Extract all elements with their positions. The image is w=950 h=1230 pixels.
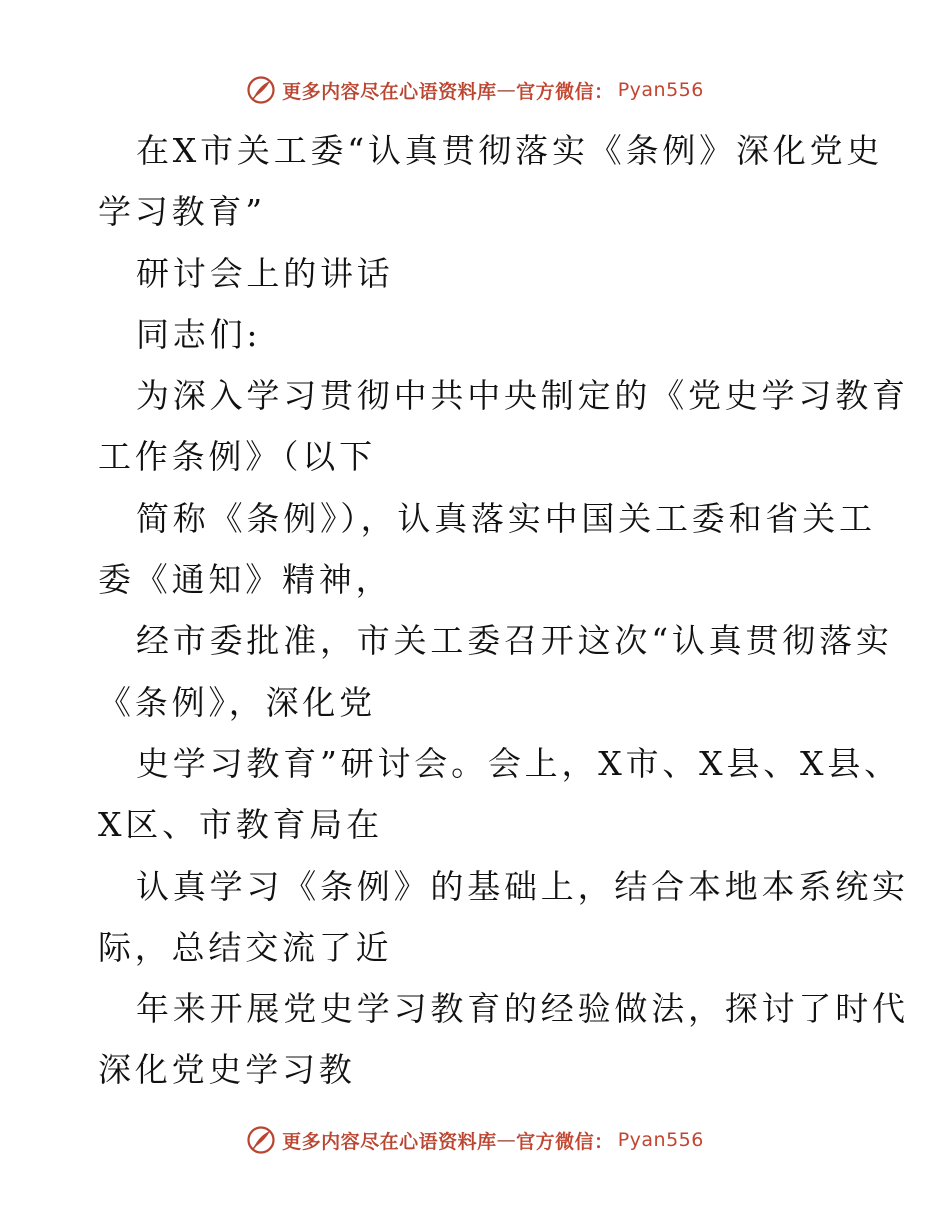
text-line: X区、市教育局在 (98, 805, 383, 845)
text-line: 认真学习《条例》的基础上，结合本地本系统实 (136, 866, 909, 906)
footer-watermark (0, 1120, 950, 1160)
text-line: 年来开展党史学习教育的经验做法，探讨了时代 (136, 989, 909, 1029)
text-line: 际，总结交流了近 (98, 927, 393, 967)
watermark-dash: — (496, 79, 517, 101)
document-body (98, 120, 909, 1101)
header-watermark (0, 70, 950, 110)
text-line: 学习教育” (98, 192, 266, 232)
watermark-wechat-label: 官方微信： (516, 80, 614, 103)
text-line: 《条例》，深化党 (98, 682, 376, 722)
text-line: 同志们: (136, 314, 262, 354)
text-line: 委《通知》精神， (98, 560, 393, 600)
watermark-account: Pyan556 (617, 79, 704, 101)
watermark-title: 更多内容尽在心语资料库 (282, 80, 497, 103)
quill-logo-icon (246, 75, 276, 105)
text-line: 工作条例》（以下 (98, 437, 376, 477)
watermark-dash: — (496, 1129, 517, 1151)
text-line: 研讨会上的讲话 (136, 253, 394, 293)
text-line: 简称《条例》），认真落实中国关工委和省关工 (136, 498, 876, 538)
text-line: 深化党史学习教 (98, 1050, 356, 1090)
watermark-account: Pyan556 (617, 1129, 704, 1151)
text-line: 在X市关工委“认真贯彻落实《条例》深化党史 (136, 131, 884, 170)
quill-logo-icon (246, 1125, 276, 1155)
text-line: 史学习教育”研讨会。会上，X市、X县、X县、 (136, 743, 901, 783)
watermark-wechat-label: 官方微信： (516, 1130, 614, 1153)
watermark-title: 更多内容尽在心语资料库 (282, 1130, 497, 1153)
text-line: 为深入学习贯彻中共中央制定的《党史学习教育 (136, 376, 909, 416)
text-line: 经市委批准，市关工委召开这次“认真贯彻落实 (136, 621, 893, 661)
